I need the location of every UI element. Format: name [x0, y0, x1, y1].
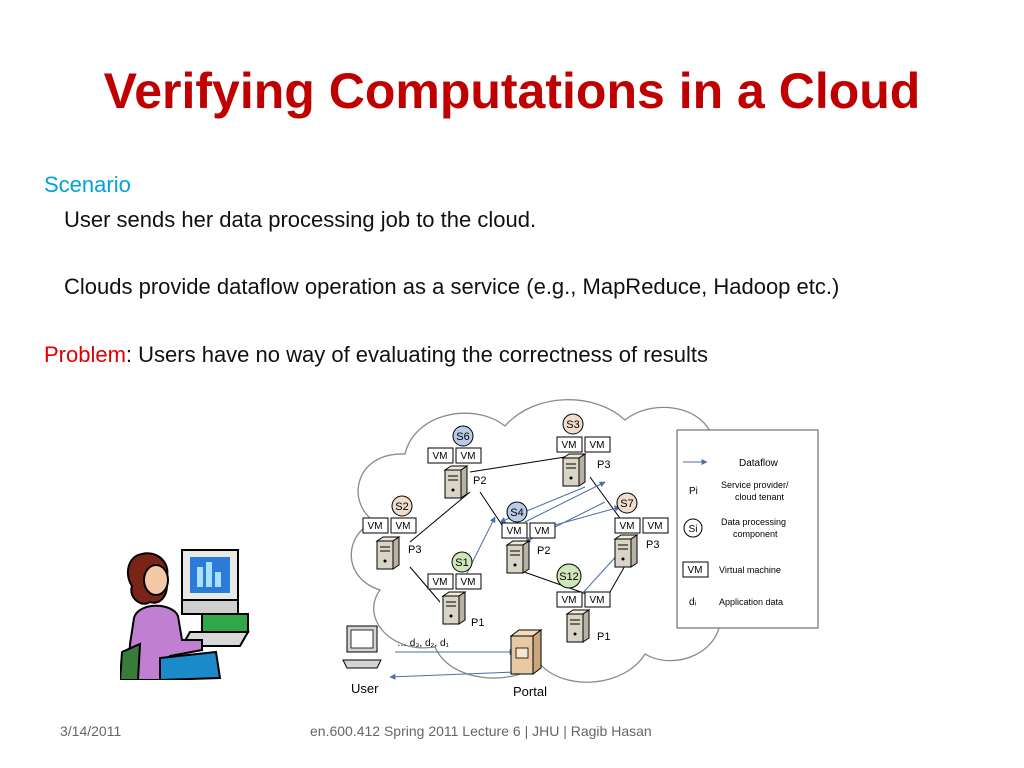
legend-si-text-2: component — [733, 529, 778, 539]
vm-label: VM — [432, 577, 448, 588]
component-s1-label: S1 — [455, 557, 469, 569]
server-icon — [445, 466, 467, 498]
cloud-dataflow-diagram — [335, 392, 825, 702]
vm-label: VM — [395, 521, 411, 532]
server-icon — [507, 541, 529, 573]
portal-server-icon — [511, 630, 541, 674]
data-sequence-label: … d₃, d₂, d₁ — [397, 638, 449, 649]
component-s6-label: S6 — [456, 431, 470, 443]
provider-label: P1 — [597, 631, 611, 643]
legend-vm-text: Virtual machine — [719, 565, 781, 575]
user-computer-icon — [343, 626, 381, 668]
server-icon — [443, 592, 465, 624]
vm-label: VM — [460, 577, 476, 588]
footer-date: 3/14/2011 — [60, 723, 122, 739]
vm-label: VM — [647, 521, 663, 532]
legend-di-symbol: dᵢ — [689, 597, 697, 608]
legend-pi-text-2: cloud tenant — [735, 492, 785, 502]
problem-text: : Users have no way of evaluating the correctness of results — [125, 342, 708, 367]
legend-di-text: Application data — [719, 597, 784, 607]
server-icon — [615, 535, 637, 567]
legend-pi-symbol: Pi — [689, 486, 698, 497]
server-icon — [567, 610, 589, 642]
provider-label: P2 — [537, 545, 551, 557]
footer-course-info: en.600.412 Spring 2011 Lecture 6 | JHU | Ragib Hasan — [310, 723, 652, 739]
vm-label: VM — [589, 595, 605, 606]
vm-label: VM — [561, 440, 577, 451]
problem-statement — [44, 342, 708, 368]
component-s3-label: S3 — [566, 419, 580, 431]
legend-pi-text-1: Service provider/ — [721, 480, 789, 490]
vm-label: VM — [589, 440, 605, 451]
legend-dataflow: Dataflow — [739, 458, 778, 469]
legend-vm-symbol: VM — [687, 565, 703, 576]
legend-si-symbol: Si — [688, 524, 698, 535]
problem-keyword: Problem — [44, 342, 126, 367]
slide-title: Verifying Computations in a Cloud — [103, 63, 921, 119]
vm-label: VM — [534, 526, 550, 537]
provider-label: P2 — [473, 475, 487, 487]
portal-label: Portal — [513, 684, 547, 699]
vm-label: VM — [367, 521, 383, 532]
provider-label: P3 — [597, 459, 611, 471]
component-s2-label: S2 — [395, 501, 409, 513]
component-s4-label: S4 — [510, 507, 524, 519]
vm-label: VM — [561, 595, 577, 606]
server-icon — [377, 537, 399, 569]
scenario-line-1: User sends her data processing job to the cloud. — [64, 207, 537, 232]
component-s7-label: S7 — [620, 498, 634, 510]
provider-label: P1 — [471, 617, 485, 629]
legend-si-text-1: Data processing — [721, 517, 787, 527]
server-icon — [563, 454, 585, 486]
provider-label: P3 — [408, 544, 422, 556]
provider-label: P3 — [646, 539, 660, 551]
scenario-heading: Scenario — [44, 172, 131, 197]
vm-label: VM — [432, 451, 448, 462]
vm-label: VM — [619, 521, 635, 532]
vm-label: VM — [506, 526, 522, 537]
user-label: User — [351, 681, 379, 696]
user-at-computer-illustration — [120, 540, 250, 680]
scenario-line-2: Clouds provide dataflow operation as a service (e.g., MapReduce, Hadoop etc.) — [64, 274, 840, 299]
diagram-legend — [677, 430, 818, 628]
vm-label: VM — [460, 451, 476, 462]
component-s12-label: S12 — [559, 571, 579, 583]
